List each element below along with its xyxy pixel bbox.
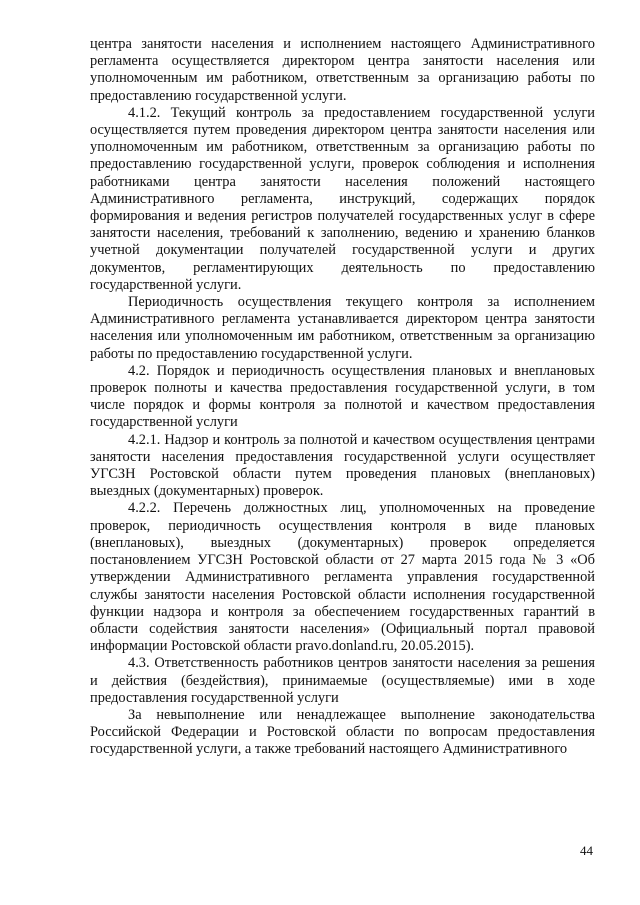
section-heading-4-3: 4.3. Ответственность работников центров занятости населения за решения и действия (бездействия), принимаемые (осуществляемые) ими в ходе предоставления государственной услуги (90, 655, 595, 706)
page-number: 44 (580, 843, 593, 858)
section-heading-4-2: 4.2. Порядок и периодичность осуществления плановых и внеплановых проверок полноты и качества предоставления государственной услуги, в том числе порядок и формы контроля за полнотой и качеством предоставления государственной услуги (90, 362, 595, 431)
paragraph-4-2-1: 4.2.1. Надзор и контроль за полнотой и качеством осуществления центрами занятости населения предоставления государственной услуги осуществляет УГСЗН Ростовской области путем проведения плановых (внеплановых) выездных (документарных) проверок. (90, 431, 595, 500)
paragraph-continuation: центра занятости населения и исполнением настоящего Административного регламента осуществляется директором центра занятости населения или уполномоченным им работником, ответственным за организацию работы по предоставлению государственной услуги. (90, 36, 595, 104)
paragraph-periodicity: Периодичность осуществления текущего контроля за исполнением Административного регламента устанавливается директором центра занятости населения или уполномоченным им работником, ответственным за организацию работы по предоставлению государственной услуги. (90, 294, 595, 362)
paragraph-responsibility: За невыполнение или ненадлежащее выполнение законодательства Российской Федерации и Ростовской области по вопросам предоставления государственной услуги, а также требований настоящего Административного (90, 706, 595, 758)
document-page (90, 36, 595, 759)
paragraph-4-1-2: 4.1.2. Текущий контроль за предоставлением государственной услуги осуществляется путем проведения директором центра занятости населения или уполномоченным им работником, ответственным за организацию работы по предоставлению государственной услуги, проверок соблюдения и исполнения работниками центра занятости населения положений настоящего Административного регламента, инструкций, содержащих порядок формирования и ведения регистров получателей государственных услуг в сфере занятости населения, требований к заполнению, ведению и хранению бланков учетной документации получателей государственной услуги и других документов, регламентирующих деятельность по предоставлению государственной услуги. (90, 104, 595, 293)
paragraph-4-2-2: 4.2.2. Перечень должностных лиц, уполномоченных на проведение проверок, периодичность осуществления контроля в виде плановых (внеплановых), выездных (документарных) проверок определяется постановлением УГСЗН Ростовской области от 27 марта 2015 года № 3 «Об утверждении Административного регламента управления государственной службы занятости населения Ростовской области исполнения государственной функции надзора и контроля за обеспечением государственных гарантий в области содействия занятости населения» (Официальный портал правовой информации Ростовской области pravo.donland.ru, 20.05.2015). (90, 500, 595, 655)
